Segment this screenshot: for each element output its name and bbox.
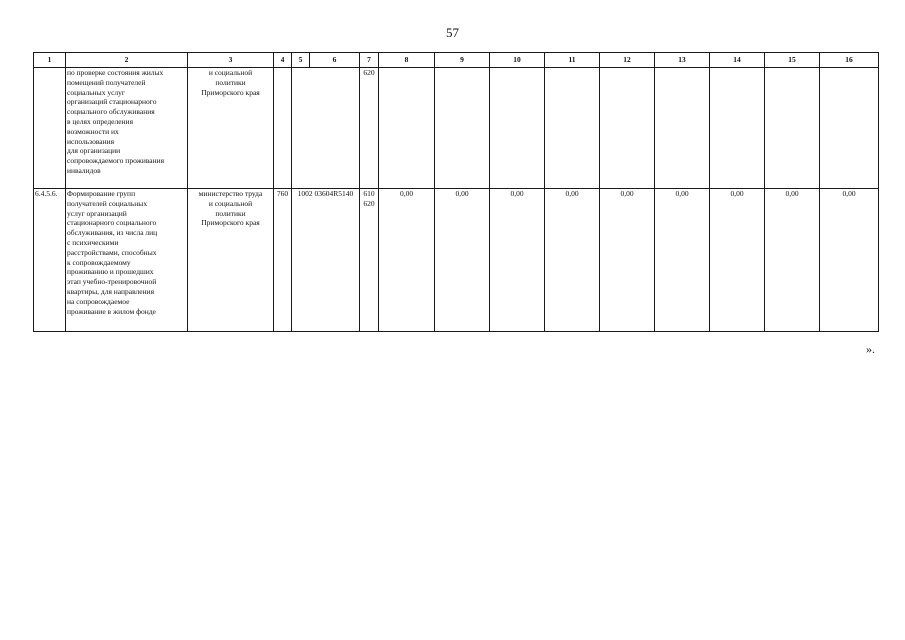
text-line: министерство труда bbox=[198, 189, 263, 198]
text-line: возможности их bbox=[67, 126, 119, 136]
value-cell bbox=[379, 68, 435, 189]
column-header: 1 bbox=[34, 53, 66, 68]
budget-table bbox=[33, 52, 879, 332]
text-line: помещений получателей bbox=[67, 77, 146, 87]
cell-col-4: 760 bbox=[274, 189, 292, 332]
item-number: 6.4.5.6. bbox=[34, 189, 66, 332]
value-cell: 0,00 bbox=[710, 189, 765, 332]
item-number bbox=[34, 68, 66, 189]
text-line: 620 bbox=[363, 198, 375, 208]
text-line: организаций стационарного bbox=[67, 97, 157, 107]
text-line: обслуживания, из числа лиц bbox=[67, 228, 158, 238]
value-cell: 0,00 bbox=[820, 189, 879, 332]
text-line: Приморского края bbox=[201, 87, 260, 97]
value-cell bbox=[655, 68, 710, 189]
column-header: 9 bbox=[435, 53, 490, 68]
cell-col-5-6: 1002 03604R5140 bbox=[292, 189, 360, 332]
text-line: услуг организаций bbox=[67, 208, 127, 218]
cell-col-4 bbox=[274, 68, 292, 189]
column-header: 12 bbox=[600, 53, 655, 68]
text-line: 610 bbox=[363, 189, 375, 198]
column-header: 13 bbox=[655, 53, 710, 68]
header-row bbox=[34, 53, 879, 68]
column-header: 3 bbox=[188, 53, 274, 68]
column-header: 5 bbox=[292, 53, 310, 68]
column-header: 10 bbox=[490, 53, 545, 68]
text-line: Приморского края bbox=[201, 218, 260, 228]
column-header: 11 bbox=[545, 53, 600, 68]
column-header: 4 bbox=[274, 53, 292, 68]
value-cell bbox=[545, 68, 600, 189]
text-line: и социальной bbox=[208, 68, 253, 77]
text-line: 620 bbox=[363, 68, 375, 77]
activity-name bbox=[66, 68, 188, 189]
text-line: проживанию и прошедших bbox=[67, 267, 154, 277]
closing-quote: ». bbox=[866, 342, 875, 356]
value-cell bbox=[435, 68, 490, 189]
cell-col-7 bbox=[360, 68, 379, 189]
text-line: проживание в жилом фонде bbox=[67, 306, 156, 316]
table-row bbox=[34, 68, 879, 189]
value-cell: 0,00 bbox=[655, 189, 710, 332]
column-header: 16 bbox=[820, 53, 879, 68]
column-header: 7 bbox=[360, 53, 379, 68]
activity-name bbox=[66, 189, 188, 332]
page-number: 57 bbox=[446, 25, 459, 40]
value-cell: 0,00 bbox=[545, 189, 600, 332]
text-line: политики bbox=[215, 77, 246, 87]
text-line: и социальной bbox=[208, 198, 253, 208]
text-line: к сопровождаемому bbox=[67, 257, 131, 267]
text-line: с психическими bbox=[67, 237, 119, 247]
text-line: по проверке состояния жилых bbox=[67, 68, 164, 77]
column-header: 6 bbox=[310, 53, 360, 68]
text-line: социальных услуг bbox=[67, 87, 125, 97]
text-line: сопровождаемого проживания bbox=[67, 156, 165, 166]
text-line: этап учебно-тренировочной bbox=[67, 277, 157, 287]
cell-col-7 bbox=[360, 189, 379, 332]
value-cell bbox=[490, 68, 545, 189]
table-row bbox=[34, 189, 879, 332]
value-cell bbox=[600, 68, 655, 189]
text-line: расстройствами, способных bbox=[67, 247, 157, 257]
value-cell bbox=[820, 68, 879, 189]
text-line: в целях определения bbox=[67, 116, 134, 126]
text-line: социального обслуживания bbox=[67, 107, 155, 117]
text-line: на сопровождаемое bbox=[67, 296, 130, 306]
value-cell: 0,00 bbox=[435, 189, 490, 332]
text-line: стационарного социального bbox=[67, 218, 157, 228]
text-line: получателей социальных bbox=[67, 198, 148, 208]
text-line: политики bbox=[215, 208, 246, 218]
executor bbox=[188, 189, 274, 332]
text-line: инвалидов bbox=[67, 165, 101, 175]
column-header: 14 bbox=[710, 53, 765, 68]
text-line: Формирование групп bbox=[67, 189, 136, 198]
value-cell: 0,00 bbox=[379, 189, 435, 332]
value-cell bbox=[710, 68, 765, 189]
value-cell: 0,00 bbox=[600, 189, 655, 332]
column-header: 2 bbox=[66, 53, 188, 68]
value-cell: 0,00 bbox=[765, 189, 820, 332]
value-cell bbox=[765, 68, 820, 189]
column-header: 15 bbox=[765, 53, 820, 68]
text-line: квартиры, для направления bbox=[67, 286, 155, 296]
text-line: для организации bbox=[67, 146, 121, 156]
value-cell: 0,00 bbox=[490, 189, 545, 332]
column-header: 8 bbox=[379, 53, 435, 68]
text-line: использования bbox=[67, 136, 115, 146]
executor bbox=[188, 68, 274, 189]
cell-col-5-6 bbox=[292, 68, 360, 189]
